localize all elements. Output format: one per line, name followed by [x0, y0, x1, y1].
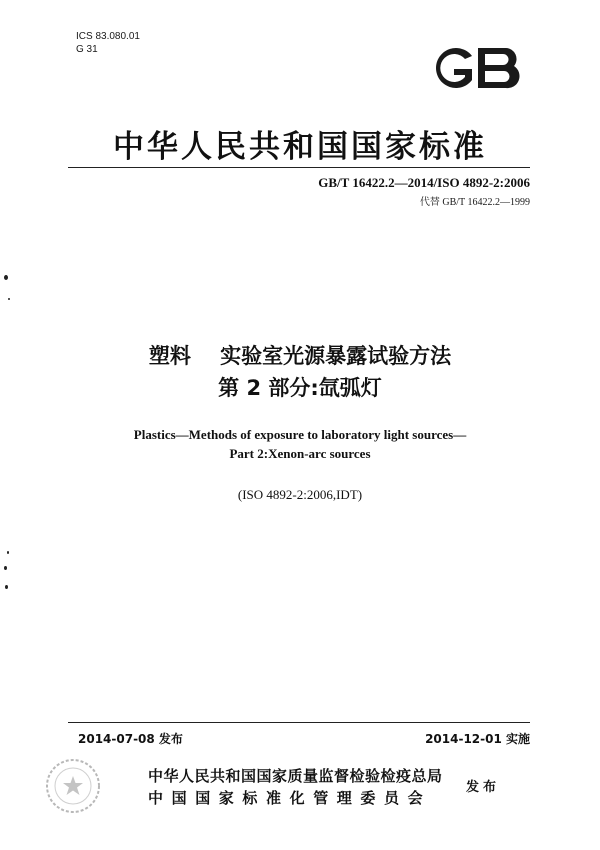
scan-speck [4, 566, 7, 570]
chinese-title-line-1: 塑料 实验室光源暴露试验方法 [148, 344, 452, 368]
header-rule [68, 167, 530, 168]
scan-speck [4, 275, 8, 280]
equivalence-note: (ISO 4892-2:2006,IDT) [237, 487, 363, 502]
footer-rule [68, 722, 530, 723]
organization-title: 中华人民共和国国家标准 [113, 129, 487, 165]
standard-number: GB/T 16422.2—2014/ISO 4892-2:2006 [318, 175, 530, 190]
scan-speck [8, 298, 10, 300]
issuer-line-1: 中华人民共和国国家质量监督检验检疫总局 [148, 767, 443, 785]
issue-date: 2014-07-08 发布 [78, 732, 183, 746]
official-seal [44, 757, 102, 815]
replaced-standard: 代替 GB/T 16422.2—1999 [419, 197, 530, 208]
english-title-line-1: Plastics—Methods of exposure to laboratory light sources— [133, 427, 467, 442]
scan-speck [5, 585, 8, 589]
chinese-title-line-2: 第 2 部分:氙弧灯 [218, 376, 382, 400]
ccs-code: G 31 [76, 44, 98, 55]
implementation-date: 2014-12-01 实施 [425, 732, 530, 746]
scan-speck [7, 551, 9, 554]
issuer-line-2: 中国国家标准化管理委员会 [148, 789, 432, 807]
ics-code: ICS 83.080.01 [76, 31, 140, 42]
english-title-line-2: Part 2:Xenon-arc sources [229, 446, 371, 461]
gb-logo [424, 42, 528, 94]
publish-label: 发布 [466, 780, 501, 795]
